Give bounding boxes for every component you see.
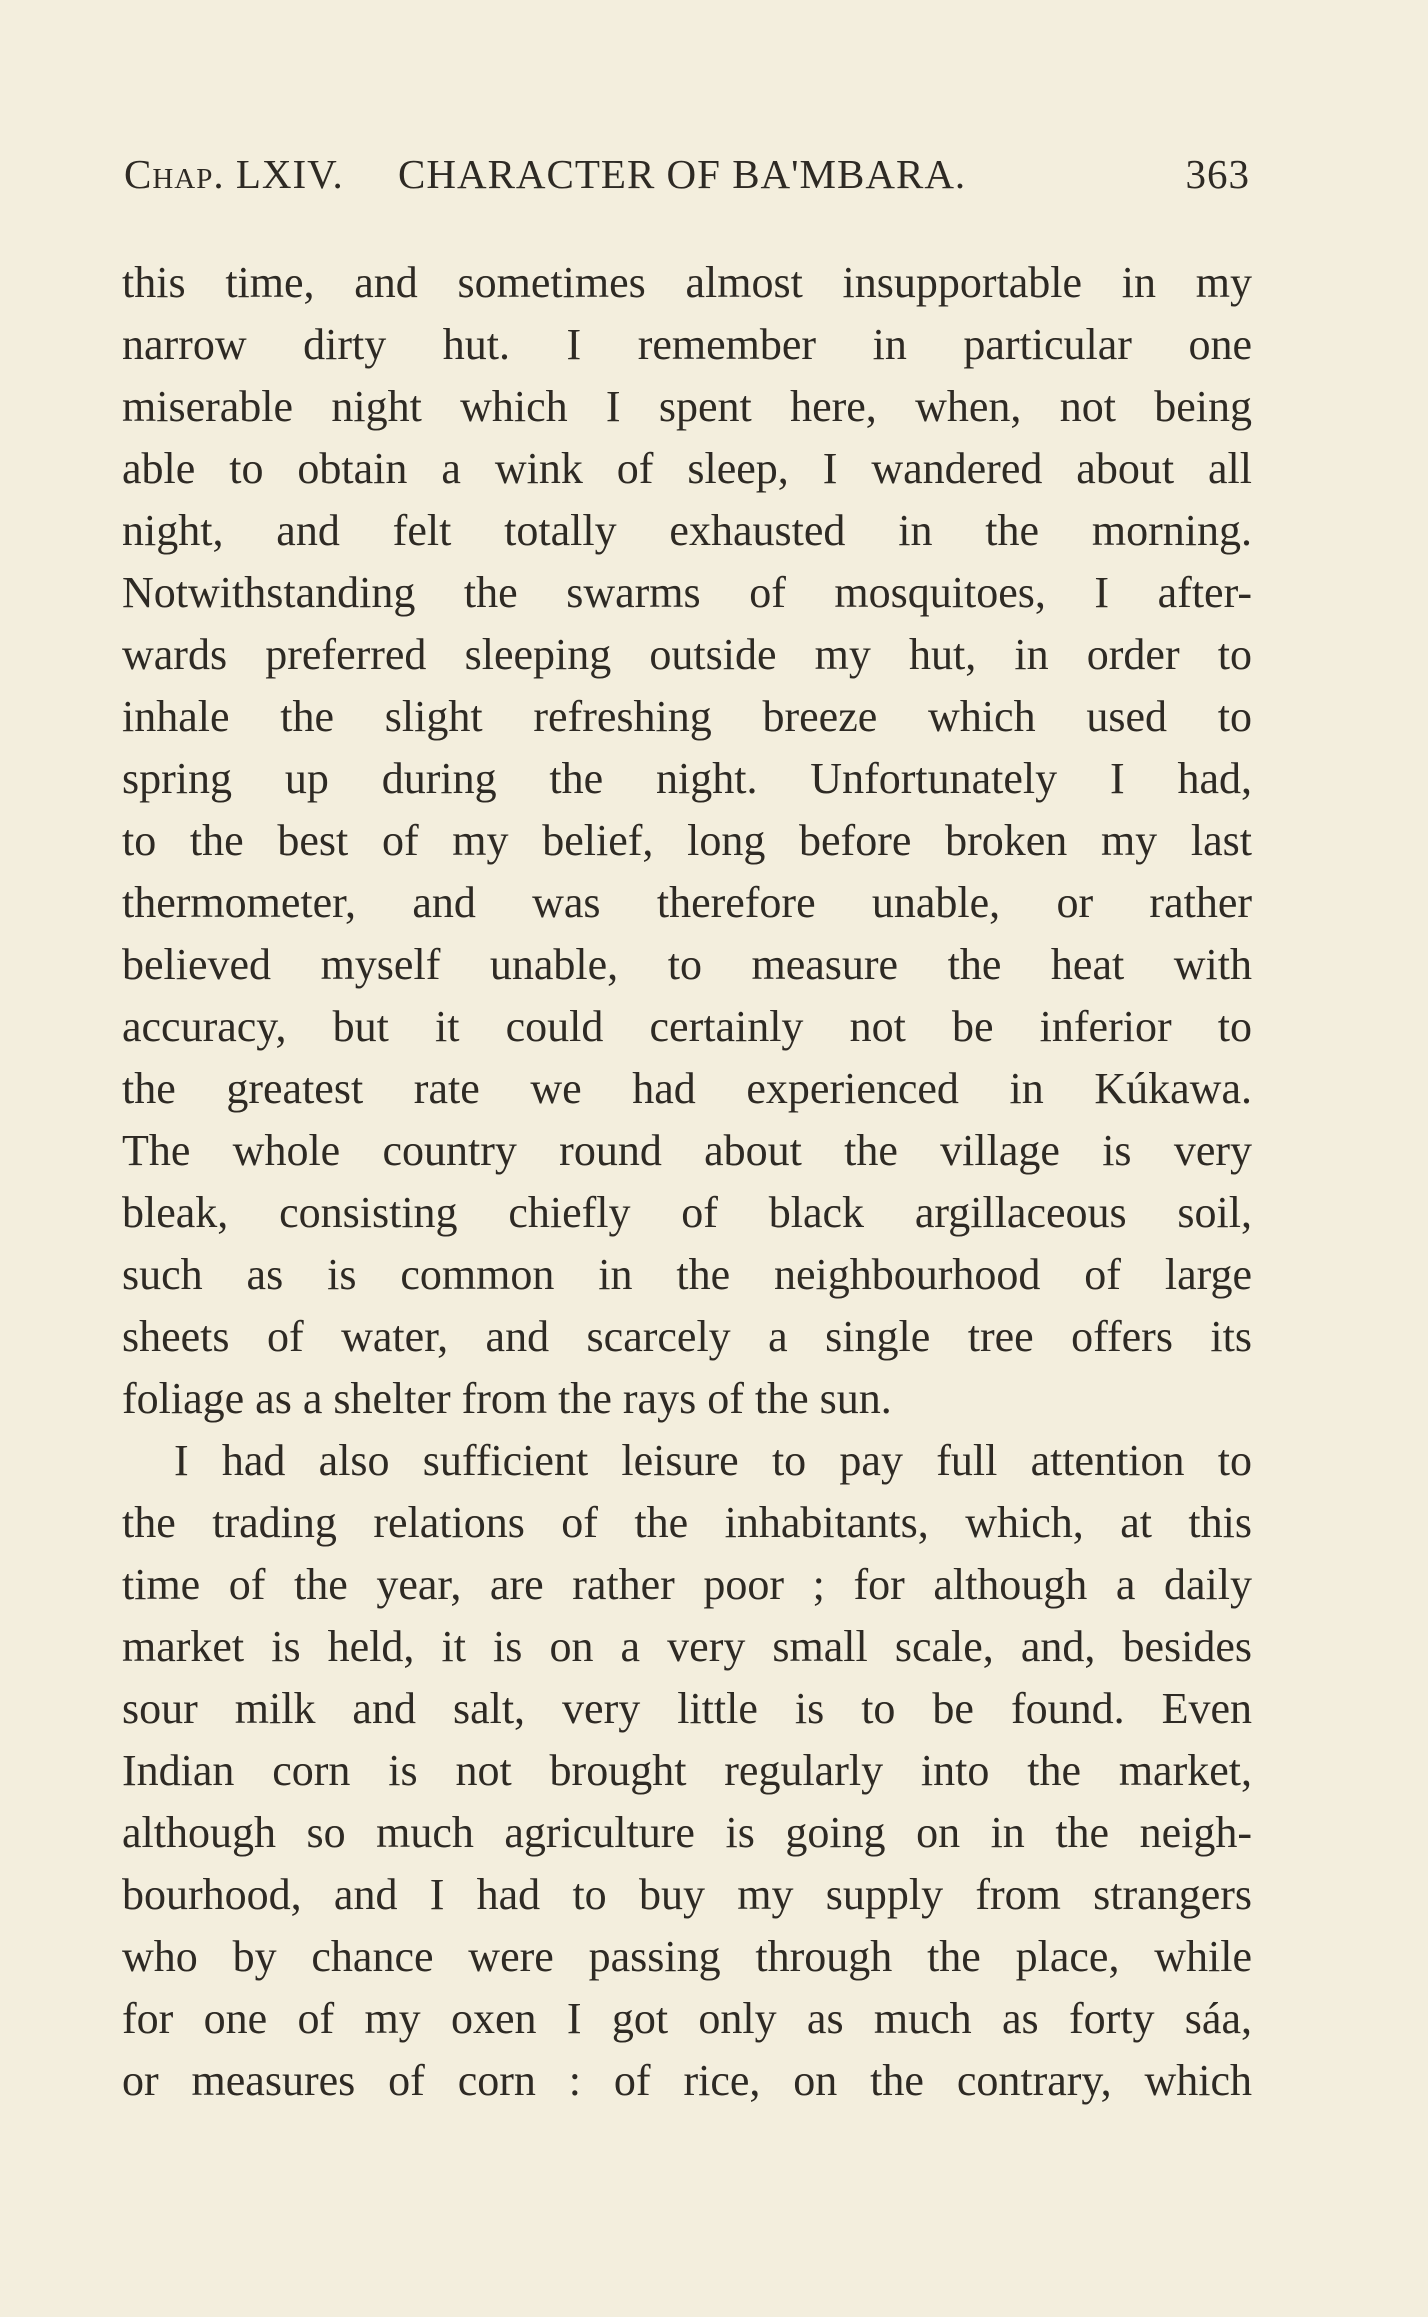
- text-line: sheets of water, and scarcely a single tree offers its: [122, 1312, 1252, 1361]
- text-line: wards preferred sleeping outside my hut, in order to: [122, 630, 1252, 679]
- text-line: time of the year, are rather poor ; for although a daily: [122, 1560, 1252, 1609]
- text-line: the trading relations of the inhabitants, which, at this: [122, 1498, 1252, 1547]
- text-line: inhale the slight refreshing breeze which used to: [122, 692, 1252, 741]
- text-line: spring up during the night. Unfortunately I had,: [122, 754, 1252, 803]
- text-line: night, and felt totally exhausted in the morning.: [122, 506, 1252, 555]
- text-line: accuracy, but it could certainly not be inferior to: [122, 1002, 1252, 1051]
- text-line: bourhood, and I had to buy my supply from strangers: [122, 1870, 1252, 1919]
- text-line: thermometer, and was therefore unable, or rather: [122, 878, 1252, 927]
- text-line: this time, and sometimes almost insupportable in my: [122, 258, 1252, 307]
- chapter-title: CHARACTER OF BA'MBARA.: [398, 151, 967, 197]
- text-line: the greatest rate we had experienced in Kúkawa.: [122, 1064, 1252, 1113]
- running-head: [124, 150, 1250, 210]
- text-line: sour milk and salt, very little is to be found. Even: [122, 1684, 1252, 1733]
- text-line: to the best of my belief, long before broken my last: [122, 816, 1252, 865]
- text-line: narrow dirty hut. I remember in particular one: [122, 320, 1252, 369]
- text-line: miserable night which I spent here, when, not being: [122, 382, 1252, 431]
- body-text: [122, 252, 1252, 2112]
- text-line: Notwithstanding the swarms of mosquitoes, I after-: [122, 568, 1252, 617]
- text-line: bleak, consisting chiefly of black argillaceous soil,: [122, 1188, 1252, 1237]
- text-line: who by chance were passing through the place, while: [122, 1932, 1252, 1981]
- text-line: able to obtain a wink of sleep, I wandered about all: [122, 444, 1252, 493]
- text-line: or measures of corn : of rice, on the contrary, which: [122, 2056, 1252, 2105]
- text-line: for one of my oxen I got only as much as forty sáa,: [122, 1994, 1252, 2043]
- text-line: The whole country round about the village is very: [122, 1126, 1252, 1175]
- page-number: 363: [1185, 151, 1250, 197]
- text-line-paragraph-end: foliage as a shelter from the rays of the sun.: [122, 1374, 892, 1423]
- text-line: market is held, it is on a very small scale, and, besides: [122, 1622, 1252, 1671]
- text-line: believed myself unable, to measure the heat with: [122, 940, 1252, 989]
- chapter-label: Chap. LXIV.: [124, 151, 344, 197]
- text-line: although so much agriculture is going on in the neigh-: [122, 1808, 1252, 1857]
- text-line: Indian corn is not brought regularly into the market,: [122, 1746, 1252, 1795]
- text-line: such as is common in the neighbourhood of large: [122, 1250, 1252, 1299]
- text-line-paragraph-start: I had also sufficient leisure to pay full attention to: [174, 1436, 1252, 1485]
